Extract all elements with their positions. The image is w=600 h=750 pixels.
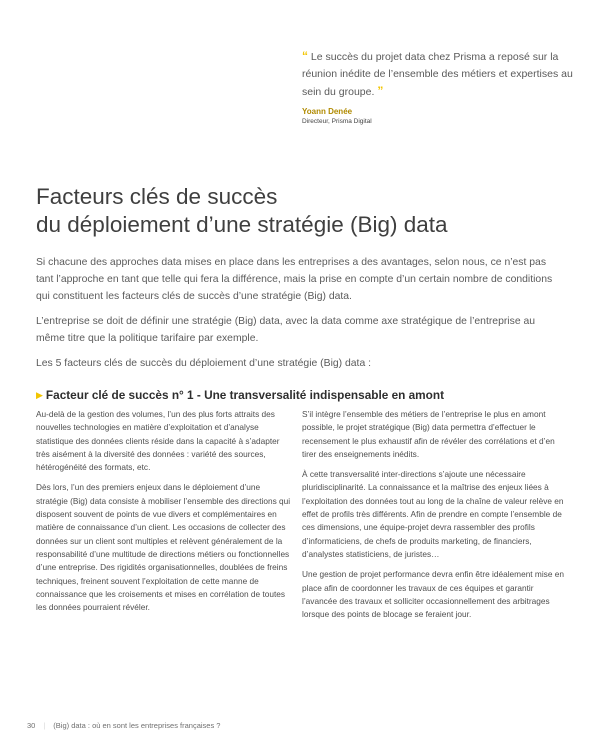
page-title [36, 183, 576, 239]
footer-separator: | [43, 721, 46, 730]
quote-author: Yoann Denée [302, 107, 353, 116]
page-title-line-1: Facteurs clés de succès [36, 184, 278, 209]
quote-text-block [302, 48, 592, 101]
arrow-right-icon: ▶ [36, 390, 43, 400]
body-paragraph: Dès lors, l’un des premiers enjeux dans le déploiement d’une stratégie (Big) data consiste à mobiliser l’ensemble des directions qui disposent souvent de points de vue divers et complémentaires en matière de connaissance d’un client. Les occasions de collecter des données sur un client sont multiples et relèvent généralement de la responsabilité d’une multitude de directions métiers ou fonctionnelles d’une entreprise. Des rigidités organisationnelles, doublées de freins techniques, freinent souvent l’exploitation de cette manne de connaissance que les croisements et mises en corrélation de toutes les données pourraient révéler. [36, 482, 291, 613]
body-paragraph: S’il intègre l’ensemble des métiers de l’entreprise le plus en amont possible, le projet stratégique (Big) data permettra d’effectuer le recensement le plus exhaustif afin de révéler des corrélations et d’en tirer des enseignements inédits. [302, 409, 555, 459]
right-column [302, 408, 564, 628]
intro-paragraph: Les 5 facteurs clés de succès du déploiement d’une stratégie (Big) data : [36, 358, 372, 369]
section-heading-text: Facteur clé de succès n° 1 - Une transversalité indispensable en amont [45, 388, 445, 402]
pull-quote [302, 48, 592, 126]
intro-section [36, 254, 566, 380]
body-paragraph: Une gestion de projet performance devra enfin être idéalement mise en place afin de coordonner les travaux de ces équipes et garantir l’avancée des travaux et solliciter occasionnellement des arbitrages lorsque des points de blocage se feraient jour. [302, 569, 564, 620]
quote-text: Le succès du projet data chez Prisma a reposé sur la réunion inédite de l’ensemble des métiers et expertises au sein du groupe. [302, 51, 573, 98]
body-paragraph: Au-delà de la gestion des volumes, l’un des plus forts attraits des nouvelles technologies en matière d’exploitation et d’analyse statistique des données clients réside dans la capacité à s’adapter très aisément à la diversité des données : variété des sources, hétérogénéité des formats, etc. [36, 409, 280, 473]
page-title-line-2: du déploiement d’une stratégie (Big) data [36, 212, 448, 237]
intro-paragraph: L’entreprise se doit de définir une stratégie (Big) data, avec la data comme axe stratégique de l’entreprise au même titre que la politique tarifaire par exemple. [36, 316, 536, 344]
left-column [36, 408, 294, 621]
section-heading [36, 387, 576, 403]
page-footer [27, 721, 220, 731]
open-quote-icon: “ [302, 49, 308, 63]
quote-author-role: Directeur, Prisma Digital [302, 118, 372, 125]
intro-paragraph: Si chacune des approches data mises en place dans les entreprises a des avantages, selon nous, ce n’est pas tant l’approche en tant que telle qui fera la différence, mais la prise en compte d’un certain nombre de conditions qui constituent les facteurs clés de succès d’une stratégie (Big) data. [36, 257, 553, 302]
page-number: 30 [27, 721, 36, 730]
publication-title: (Big) data : où en sont les entreprises françaises ? [53, 721, 221, 730]
body-paragraph: À cette transversalité inter-directions s’ajoute une nécessaire pluridisciplinarité. La connaissance et la maîtrise des enjeux liées à l’exploitation des données tout au long de la chaîne de valeur relève en effet de profils très différents. Afin de prendre en compte l’ensemble de ces dimensions, une équipe-projet devra rassembler des profils d’informaticiens, de chefs de produits marketing, de financiers, d’analystes statisticiens, de juristes… [302, 469, 564, 559]
close-quote-icon: ” [377, 84, 384, 98]
